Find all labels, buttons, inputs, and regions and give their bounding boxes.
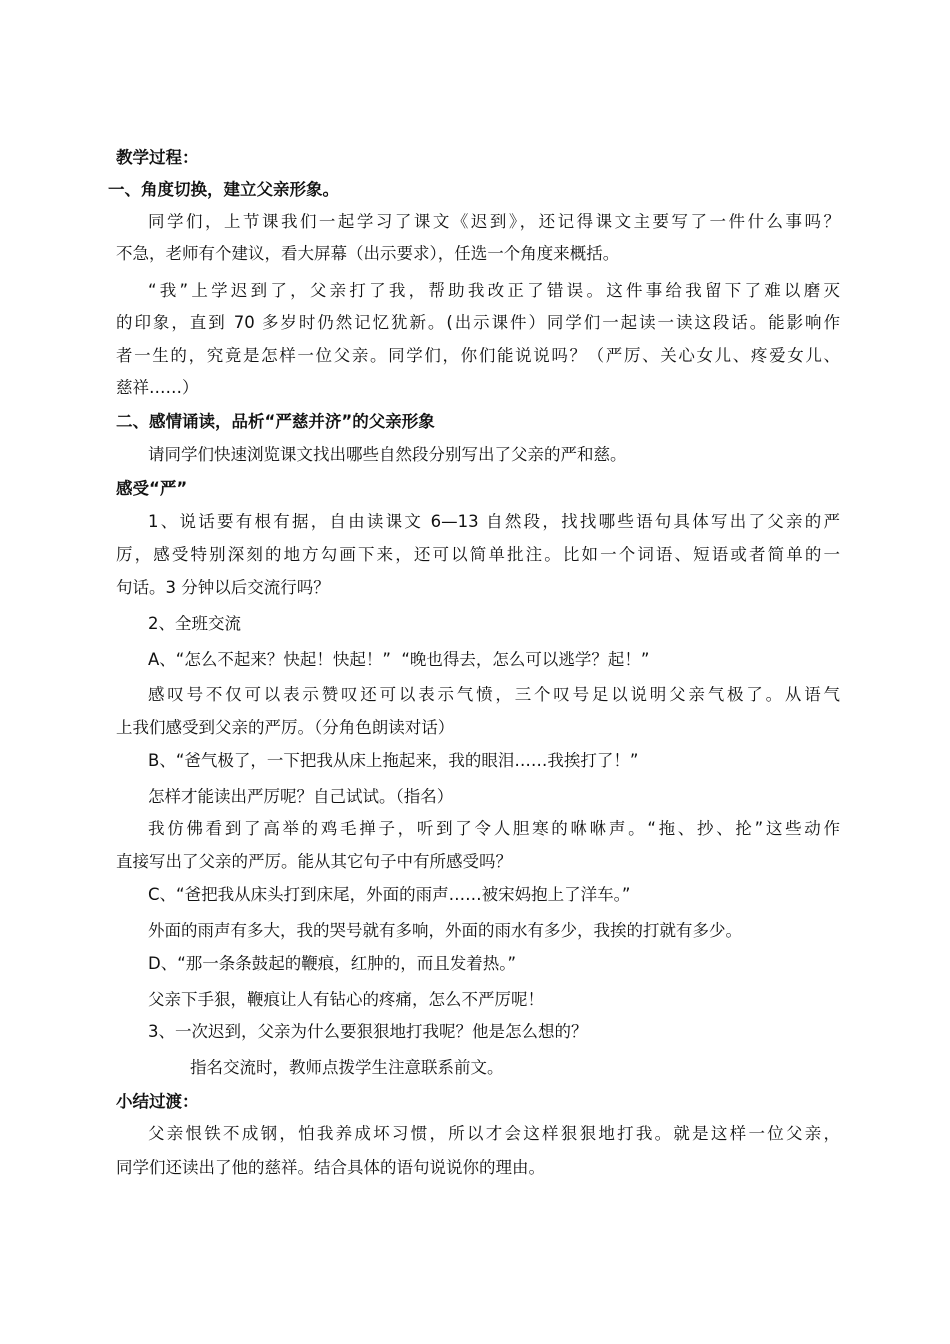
item-2: 2、全班交流 — [148, 614, 241, 633]
section-1-paragraph-2-line-1: “我”上学迟到了，父亲打了我，帮助我改正了错误。这件事给我留下了难以磨灭 — [148, 281, 840, 300]
item-a-quote: A、“怎么不起来？快起！快起！” “晚也得去，怎么可以逃学？起！” — [148, 650, 650, 669]
item-b-quote: B、“爸气极了，一下把我从床上拖起来，我的眼泪……我挨打了！” — [148, 751, 639, 770]
item-c-quote: C、“爸把我从床头打到床尾，外面的雨声……被宋妈抱上了洋车。” — [148, 885, 631, 904]
summary-heading: 小结过渡： — [116, 1092, 199, 1111]
item-1-line-1: 1、说话要有根有据，自由读课文 6—13 自然段，找找哪些语句具体写出了父亲的严 — [148, 512, 840, 531]
item-a-comment-line-1: 感叹号不仅可以表示赞叹还可以表示气愤，三个叹号足以说明父亲气极了。从语气 — [148, 685, 840, 704]
heading-teaching-process: 教学过程： — [116, 148, 199, 167]
feel-strict-heading: 感受“严” — [116, 479, 188, 498]
section-1-paragraph-2-line-2: 的印象，直到 70 多岁时仍然记忆犹新。(出示课件）同学们一起读一读这段话。能影响作 — [116, 313, 840, 332]
item-1-line-2: 厉，感受特别深刻的地方勾画下来，还可以简单批注。比如一个词语、短语或者简单的一 — [116, 545, 840, 564]
section-1-paragraph-2-line-4: 慈祥……） — [116, 378, 199, 397]
section-1-paragraph-1-line-2: 不急，老师有个建议，看大屏幕（出示要求），任选一个角度来概括。 — [116, 244, 620, 263]
item-b-comment-2-line-2: 直接写出了父亲的严厉。能从其它句子中有所感受吗？ — [116, 852, 512, 871]
section-1-paragraph-1-line-1: 同学们，上节课我们一起学习了课文《迟到》，还记得课文主要写了一件什么事吗？ — [148, 212, 840, 231]
item-1-line-3: 句话。3 分钟以后交流行吗？ — [116, 578, 330, 597]
item-3: 3、一次迟到，父亲为什么要狠狠地打我呢？他是怎么想的？ — [148, 1022, 588, 1041]
summary-line-1: 父亲恨铁不成钢，怕我养成坏习惯，所以才会这样狠狠地打我。就是这样一位父亲， — [148, 1124, 840, 1143]
item-c-comment: 外面的雨声有多大，我的哭号就有多响，外面的雨水有多少，我挨的打就有多少。 — [148, 921, 742, 940]
item-d-comment: 父亲下手狠，鞭痕让人有钻心的疼痛，怎么不严厉呢！ — [148, 990, 544, 1009]
item-b-comment-1: 怎样才能读出严厉呢？自己试试。（指名） — [148, 787, 454, 806]
section-1-paragraph-2-line-3: 者一生的，究竟是怎样一位父亲。同学们，你们能说说吗？（严厉、关心女儿、疼爱女儿、 — [116, 346, 840, 365]
summary-line-2: 同学们还读出了他的慈祥。结合具体的语句说说你的理由。 — [116, 1158, 545, 1177]
section-1-title: 一、角度切换，建立父亲形象。 — [108, 180, 339, 199]
item-b-comment-2-line-1: 我仿佛看到了高举的鸡毛掸子，听到了令人胆寒的咻咻声。“拖、抄、抡”这些动作 — [148, 819, 840, 838]
item-3-comment: 指名交流时，教师点拨学生注意联系前文。 — [190, 1058, 504, 1077]
item-a-comment-line-2: 上我们感受到父亲的严厉。（分角色朗读对话） — [116, 718, 455, 737]
section-2-title: 二、感情诵读，品析“严慈并济”的父亲形象 — [116, 412, 435, 431]
section-2-paragraph-1: 请同学们快速浏览课文找出哪些自然段分别写出了父亲的严和慈。 — [148, 445, 627, 464]
item-d-quote: D、“那一条条鼓起的鞭痕，红肿的，而且发着热。” — [148, 954, 517, 973]
